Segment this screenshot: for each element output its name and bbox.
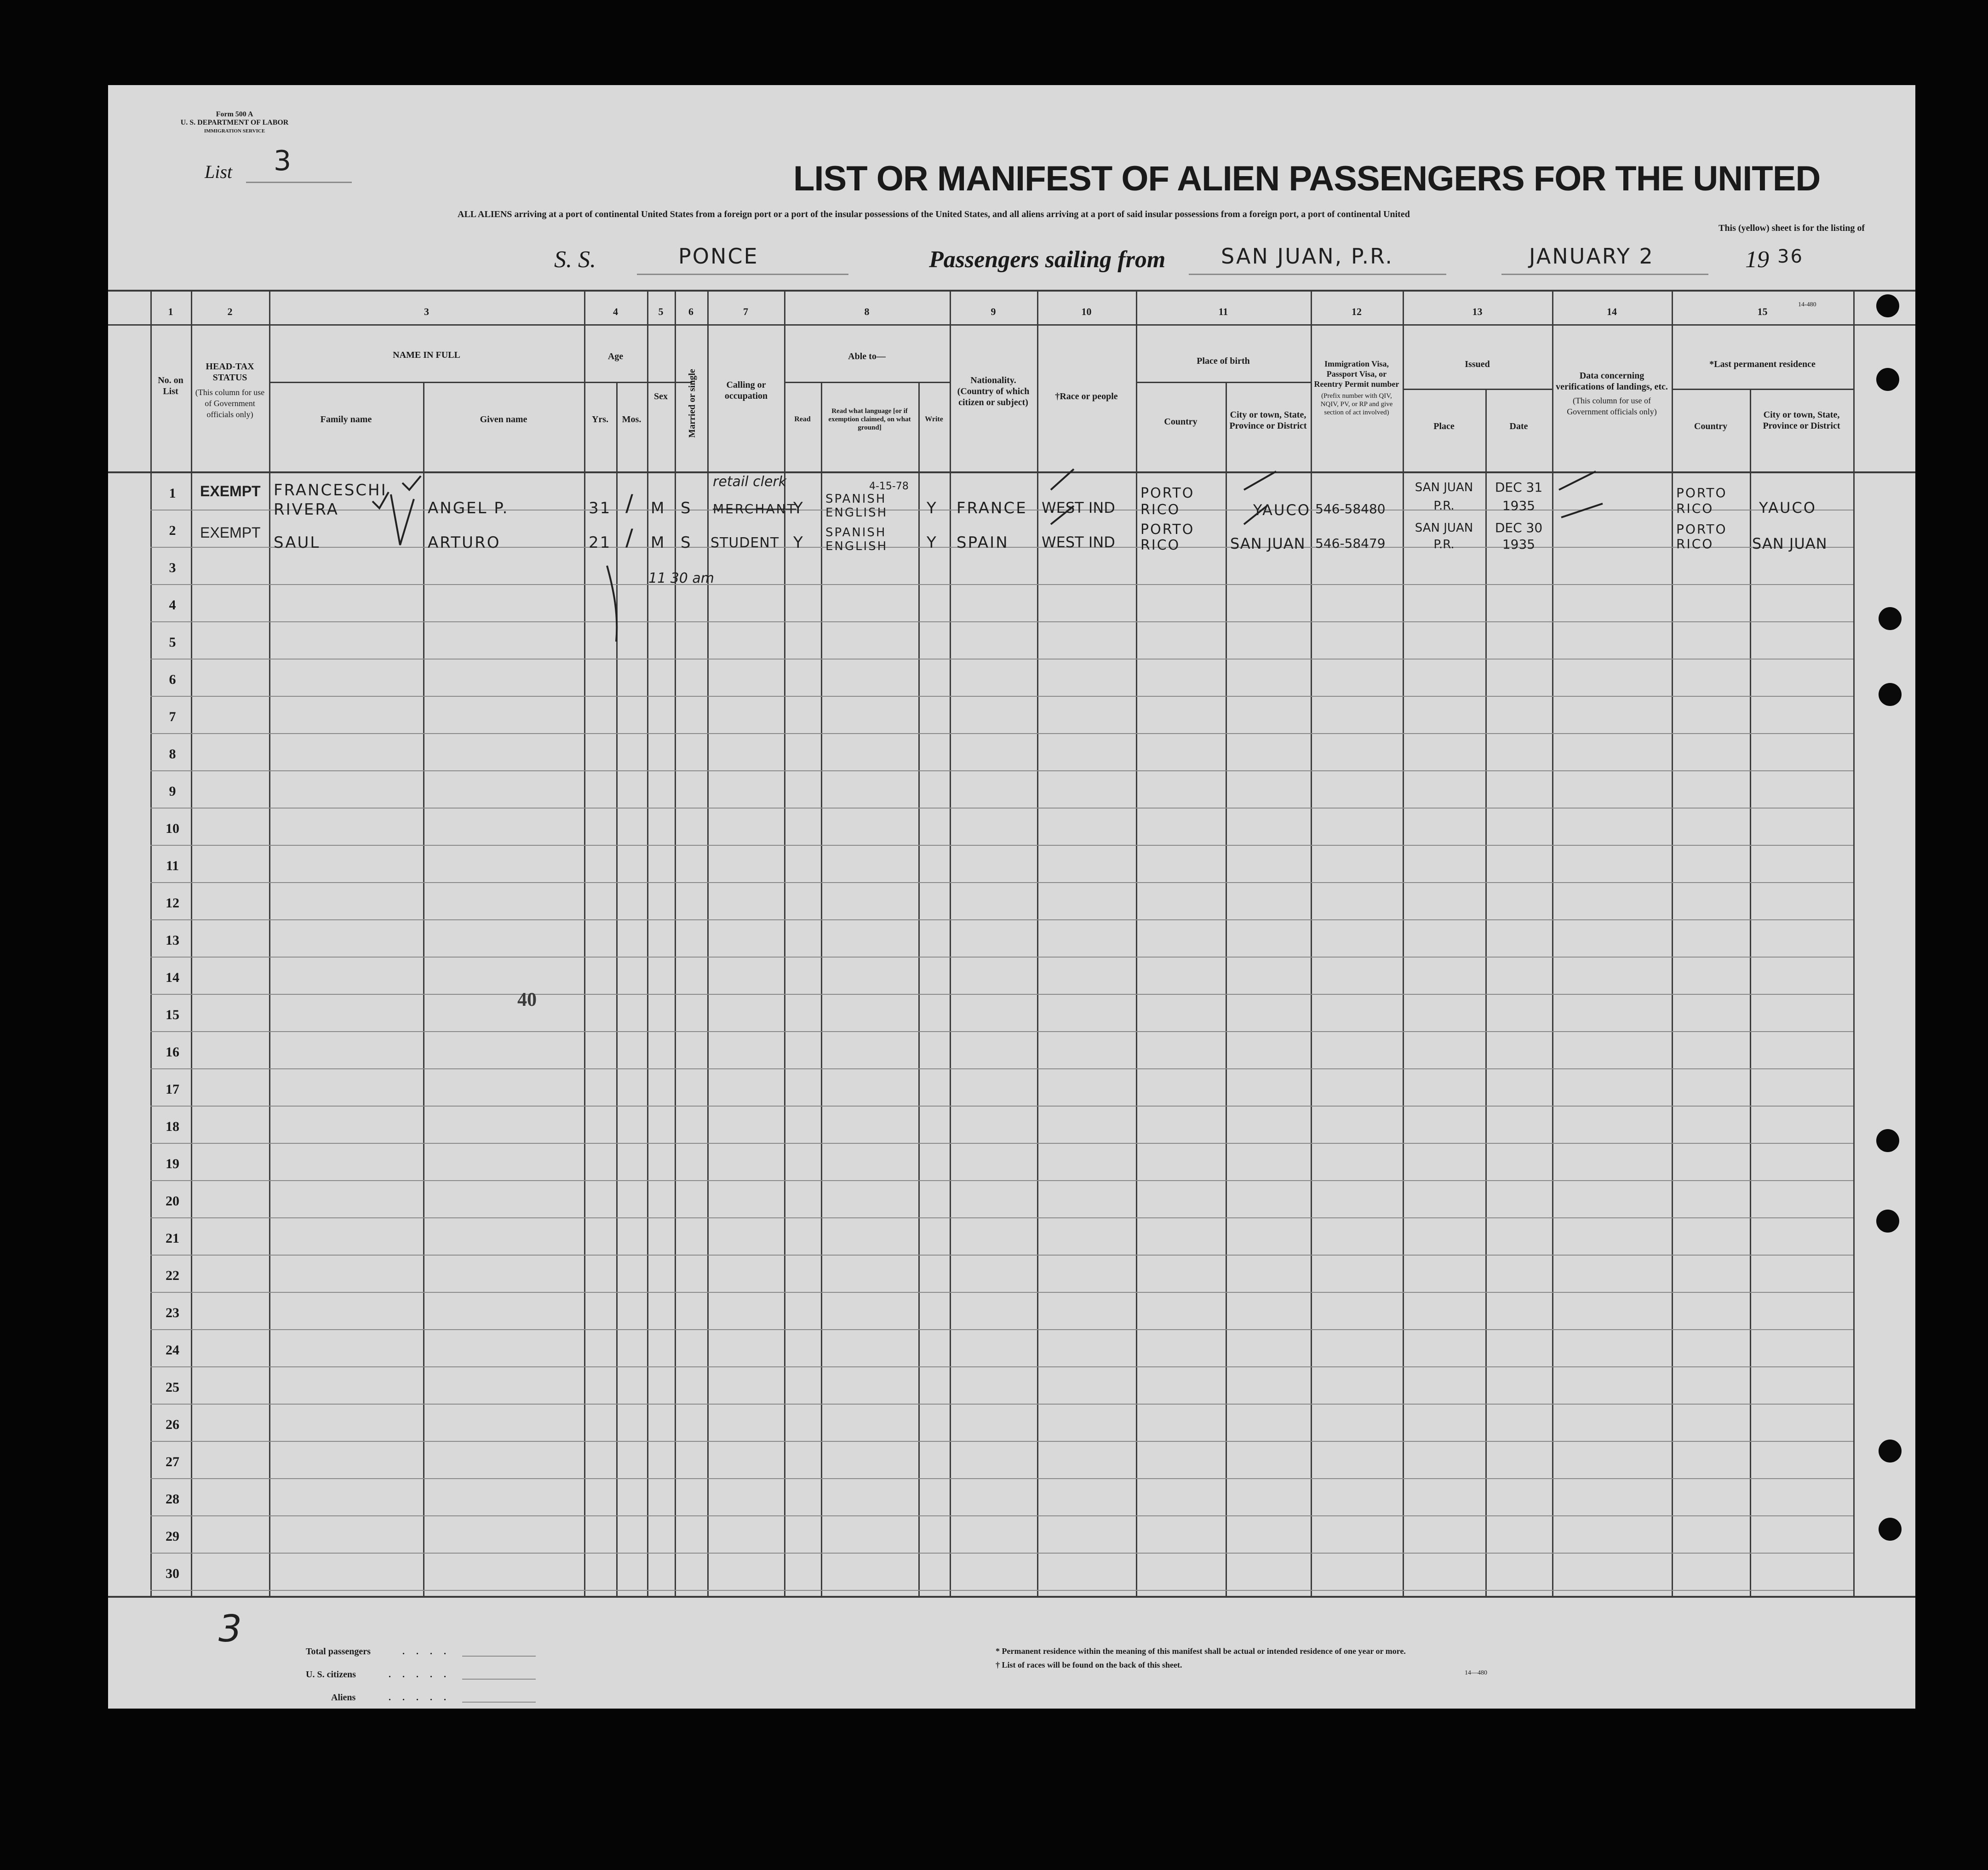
hdr-read: Read [794, 415, 811, 423]
row2-married: S [681, 533, 692, 552]
row2-visa: 546-58479 [1315, 536, 1386, 551]
binder-hole [1876, 294, 1899, 317]
hdr-no-on-list: No. on List [158, 375, 183, 396]
row1-issued-date: DEC 31 1935 [1495, 480, 1543, 513]
row-number: 12 [166, 895, 179, 911]
footer-total-label: Total passengers [306, 1646, 371, 1657]
year-suffix: 36 [1777, 246, 1804, 267]
footer-note-1: * Permanent residence within the meaning of this manifest shall be actual or intended residence of one year or more. [996, 1646, 1406, 1656]
sailing-label: Passengers sailing from [929, 247, 1166, 273]
colnum-11: 11 [1218, 306, 1228, 317]
binder-hole [1879, 683, 1902, 706]
ss-label: S. S. [554, 247, 596, 273]
hdr-issued-date: Date [1509, 421, 1528, 431]
footer-dots: . . . . [402, 1646, 451, 1657]
binder-hole [1876, 1129, 1899, 1152]
row1-sex: M [651, 499, 666, 517]
checkmark-1 [402, 476, 421, 490]
manifest-sheet [108, 85, 1915, 1709]
time-annotation: 11 30 am [648, 570, 715, 586]
row1-write: Y [927, 499, 938, 517]
row-number: 6 [169, 672, 176, 687]
row2-occupation: STUDENT [710, 535, 779, 551]
binder-hole [1879, 1440, 1902, 1463]
row-number: 3 [169, 560, 176, 575]
hdr-given-name: Given name [480, 414, 527, 424]
row1-issued-place: SAN JUAN P.R. [1415, 481, 1473, 513]
pen-stroke-landing [1559, 471, 1603, 517]
colnum-3: 3 [424, 306, 429, 317]
row2-birth-country: PORTO RICO [1140, 522, 1195, 553]
hdr-birth-country: Country [1164, 417, 1197, 427]
hdr-read-language: Read what language [or if exemption claimed, on what ground] [828, 407, 911, 431]
footer-note-2: † List of races will be found on the back of this sheet. [996, 1660, 1182, 1669]
hdr-landing-note: (This column for use of Government officials only) [1567, 396, 1657, 416]
row-number: 28 [166, 1491, 179, 1507]
row2-issued-place: SAN JUAN P.R. [1415, 521, 1473, 551]
row-number: 7 [169, 709, 176, 724]
corner-code: 14-480 [1798, 301, 1816, 308]
colnum-6: 6 [688, 306, 693, 317]
row-number: 4 [169, 597, 176, 613]
row1-residence-city: YAUCO [1759, 499, 1816, 516]
row2-birth-city: SAN JUAN [1230, 535, 1306, 552]
subtitle-line2: This (yellow) sheet is for the listing of [1719, 223, 1865, 233]
row1-occupation: retail clerk [713, 474, 787, 490]
stamp-number: 40 [517, 989, 537, 1010]
footer-dots: . . . . . [389, 1692, 451, 1703]
hdr-yrs: Yrs. [591, 414, 609, 424]
checkmark-2 [372, 492, 389, 508]
list-number: 3 [274, 145, 293, 177]
binder-hole [1879, 607, 1902, 630]
binder-hole [1879, 1518, 1902, 1541]
hdr-name-in-full: NAME IN FULL [393, 350, 460, 360]
hdr-age: Age [607, 351, 624, 361]
department: U. S. DEPARTMENT OF LABOR [180, 119, 289, 126]
row2-family-name: SAUL [274, 533, 321, 552]
hdr-residence-country: Country [1694, 421, 1728, 431]
hdr-residence-city: City or town, State, Province or District [1763, 410, 1840, 431]
row-number: 17 [166, 1082, 179, 1097]
hdr-head-tax-label: HEAD-TAX STATUS [206, 361, 254, 383]
hdr-visa-note: (Prefix number with QIV, NQIV, PV, or RP and give section of act involved) [1320, 392, 1393, 416]
row2-write: Y [927, 533, 938, 552]
row2-given-name: ARTURO [428, 533, 501, 552]
colnum-10: 10 [1081, 306, 1092, 317]
row2-yrs: 21 [589, 533, 612, 552]
binder-hole [1876, 1210, 1899, 1233]
pen-stroke-race [1051, 469, 1074, 524]
row2-read: Y [793, 533, 804, 552]
row1-residence-country: PORTO RICO [1676, 485, 1727, 516]
colnum-14: 14 [1607, 306, 1617, 317]
row-number: 29 [166, 1529, 179, 1544]
footer-aliens-label: Aliens [331, 1692, 356, 1703]
row-number: 21 [166, 1231, 179, 1246]
row-number: 16 [166, 1044, 179, 1060]
hdr-married: Married or single [687, 369, 697, 438]
row2-mos: / [625, 524, 635, 551]
list-label: List [205, 161, 233, 182]
footer-aliens-line [462, 1702, 536, 1703]
hdr-head-tax-note: (This column for use of Government officials only) [195, 388, 265, 419]
row-number: 24 [166, 1342, 179, 1358]
row1-nationality: FRANCE [957, 499, 1027, 517]
footer-citizens-line [462, 1679, 536, 1680]
row1-race: WEST IND [1042, 499, 1115, 516]
footer-dots: . . . . . [389, 1669, 451, 1680]
hdr-race: †Race or people [1055, 391, 1118, 402]
row-number: 22 [166, 1268, 179, 1283]
row1-language: SPANISH ENGLISH [825, 492, 888, 520]
binder-hole [1876, 368, 1899, 391]
row1-yrs: 31 [589, 499, 612, 517]
ship-name: PONCE [678, 244, 759, 269]
row-number: 1 [169, 486, 176, 501]
footer-code: 14—480 [1465, 1669, 1487, 1676]
row1-occupation-struck: MERCHANT [713, 501, 796, 516]
colnum-2: 2 [227, 306, 233, 317]
row-number: 15 [166, 1007, 179, 1022]
pen-stroke [607, 566, 617, 642]
year-prefix: 19 [1745, 247, 1769, 273]
footer-citizens-label: U. S. citizens [306, 1669, 356, 1680]
row2-head-tax: EXEMPT [200, 524, 261, 541]
row-number: 23 [166, 1305, 179, 1320]
service: IMMIGRATION SERVICE [204, 128, 265, 134]
colnum-9: 9 [991, 306, 996, 317]
row-number: 11 [166, 858, 179, 873]
row-number: 19 [166, 1156, 179, 1171]
row1-language-note: 4-15-78 [869, 481, 909, 492]
hdr-landing-label: Data concerning verifications of landings, etc. [1556, 371, 1668, 392]
hdr-able-to: Able to— [848, 351, 886, 361]
row-number: 14 [166, 970, 179, 985]
subtitle-line1: ALL ALIENS arriving at a port of continental United States from a foreign port or a port of the insular possessions of the United States, and all aliens arriving at a port of said insular possessions from a foreign port, a port of continental United [458, 209, 1410, 219]
form-number: Form 500 A [216, 110, 253, 118]
row1-mos: / [625, 490, 635, 516]
row-number: 20 [166, 1193, 179, 1209]
hdr-visa-label: Immigration Visa, Passport Visa, or Reentry Permit number [1314, 359, 1399, 389]
row1-family-name: FRANCESCHI RIVERA [274, 481, 387, 519]
pen-stroke-city [1244, 471, 1276, 524]
row1-read: Y [793, 499, 804, 517]
page-title: LIST OR MANIFEST OF ALIEN PASSENGERS FOR THE UNITED [793, 159, 1821, 198]
hdr-issued: Issued [1465, 359, 1490, 369]
row1-birth-country: PORTO RICO [1140, 485, 1195, 518]
hdr-write: Write [925, 415, 943, 423]
colnum-12: 12 [1352, 306, 1362, 317]
row1-birth-city: YAUCO [1253, 501, 1311, 519]
colnum-15: 15 [1757, 306, 1768, 317]
hdr-family-name: Family name [320, 414, 372, 424]
row-number: 10 [166, 821, 179, 836]
row-number: 18 [166, 1119, 179, 1134]
row2-sex: M [651, 533, 666, 552]
colnum-5: 5 [658, 306, 664, 317]
row2-nationality: SPAIN [957, 533, 1009, 552]
row-number: 2 [169, 523, 176, 538]
hdr-birth-city: City or town, State, Province or District [1229, 410, 1307, 431]
footer-total-line [462, 1656, 536, 1657]
row-number: 25 [166, 1380, 179, 1395]
colnum-1: 1 [168, 306, 173, 317]
row2-issued-date: DEC 30 1935 [1495, 520, 1543, 552]
row2-race: WEST IND [1042, 533, 1115, 551]
row-number: 13 [166, 933, 179, 948]
row-number: 5 [169, 635, 176, 650]
row2-residence-city: SAN JUAN [1752, 535, 1828, 552]
row-number: 26 [166, 1417, 179, 1432]
colnum-7: 7 [743, 306, 748, 317]
row-number: 30 [166, 1566, 179, 1581]
hdr-last-residence: *Last permanent residence [1709, 359, 1816, 369]
hdr-mos: Mos. [622, 414, 642, 424]
hdr-calling: Calling or occupation [724, 380, 768, 401]
colnum-8: 8 [864, 306, 870, 317]
row1-married: S [681, 499, 692, 517]
hdr-issued-place: Place [1433, 421, 1455, 431]
pen-marks [108, 85, 1915, 1709]
colnum-4: 4 [613, 306, 618, 317]
colnum-13: 13 [1472, 306, 1483, 317]
sailing-from: SAN JUAN, P.R. [1221, 244, 1394, 269]
row1-given-name: ANGEL P. [428, 499, 509, 517]
hdr-nationality: Nationality. (Country of which citizen or subject) [957, 375, 1030, 407]
row-number: 9 [169, 784, 176, 799]
row2-language: SPANISH ENGLISH [825, 526, 888, 553]
sailing-date: JANUARY 2 [1529, 244, 1654, 269]
row-number: 8 [169, 746, 176, 762]
margin-mark: 3 [218, 1607, 243, 1650]
row-number: 27 [166, 1454, 179, 1469]
row1-visa: 546-58480 [1315, 501, 1386, 516]
row2-residence-country: PORTO RICO [1676, 522, 1727, 551]
hdr-sex: Sex [654, 391, 668, 402]
hdr-place-of-birth: Place of birth [1197, 356, 1250, 366]
row1-head-tax: EXEMPT [200, 483, 261, 499]
checkmark-3 [391, 494, 414, 545]
